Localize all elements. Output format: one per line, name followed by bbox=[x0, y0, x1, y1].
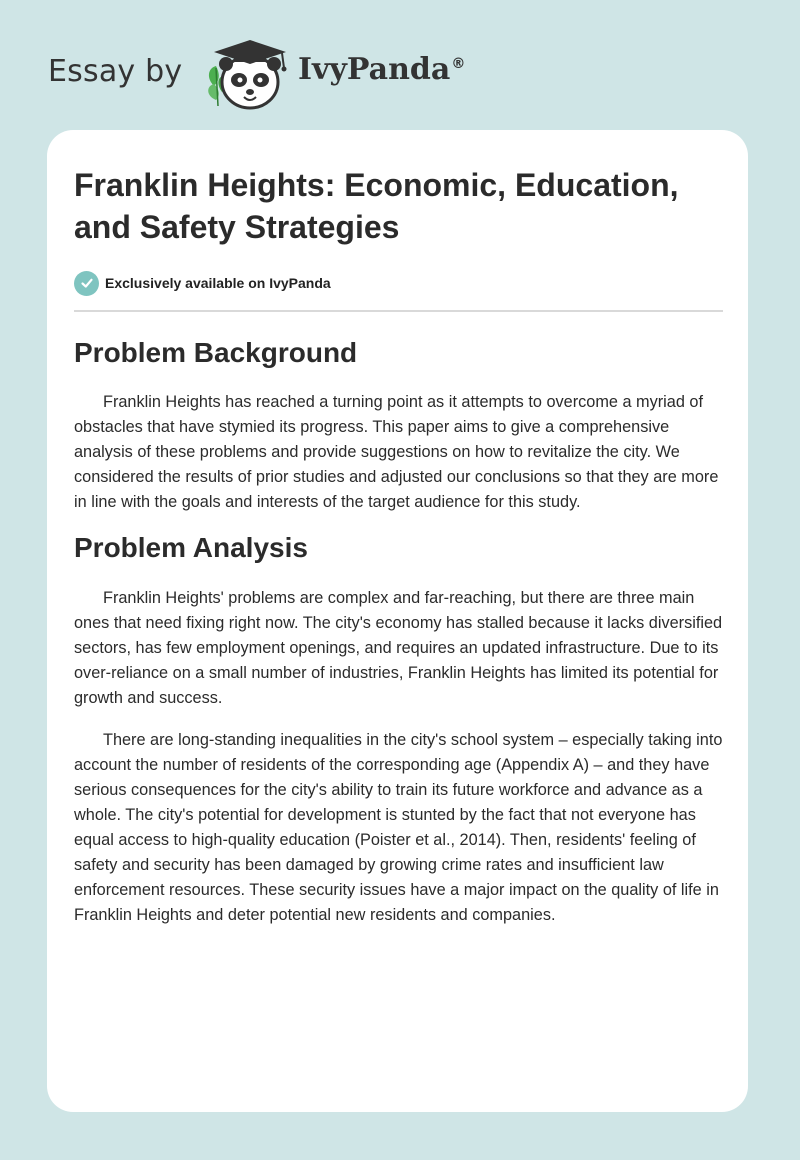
page-title: Franklin Heights: Economic, Education, and Safety Strategies bbox=[74, 167, 679, 245]
divider bbox=[74, 310, 723, 312]
section-heading-problem-background: Problem Background bbox=[74, 337, 358, 368]
essay-card bbox=[47, 130, 748, 1112]
exclusive-text: Exclusively available on IvyPanda bbox=[105, 275, 331, 291]
paragraph: Franklin Heights has reached a turning point as it attempts to overcome a myriad of obstacles that have stymied its progress. This paper aims to give a comprehensive analysis of these problems and provide suggestions on how to revitalize the city. We considered the results of prior studies and adjusted our conclusions so that they are more in line with the goals and interests of the target audience for this study. bbox=[74, 393, 719, 511]
brand-name[interactable] bbox=[298, 52, 465, 87]
registered-mark: ® bbox=[451, 56, 466, 72]
paragraph: There are long-standing inequalities in the city's school system – especially taking into account the number of residents of the corresponding age (Appendix A) – and they have serious consequences for the city's ability to train its future workforce and advance as a whole. The city's potential for development is stunted by the fact that not everyone has equal access to high-quality education (Poister et al., 2014). Then, residents' feeling of safety and security has been damaged by growing crime rates and insufficient law enforcement resources. These security issues have a major impact on the quality of life in Franklin Heights and deter potential new residents and companies. bbox=[74, 731, 723, 924]
brand-name-text: IvyPanda bbox=[298, 52, 451, 87]
check-circle-icon bbox=[74, 271, 99, 296]
site-header bbox=[48, 34, 748, 114]
essay-content bbox=[74, 164, 724, 928]
section-heading-problem-analysis: Problem Analysis bbox=[74, 532, 308, 563]
exclusive-badge bbox=[74, 270, 724, 296]
panda-graduate-icon[interactable] bbox=[202, 34, 292, 114]
paragraph: Franklin Heights' problems are complex and far-reaching, but there are three main ones that need fixing right now. The city's economy has stalled because it lacks diversified sectors, has few employment openings, and requires an updated infrastructure. Due to its over-reliance on a small number of industries, Franklin Heights has limited its potential for growth and success. bbox=[74, 589, 723, 707]
essay-by-label: Essay by bbox=[48, 54, 183, 89]
